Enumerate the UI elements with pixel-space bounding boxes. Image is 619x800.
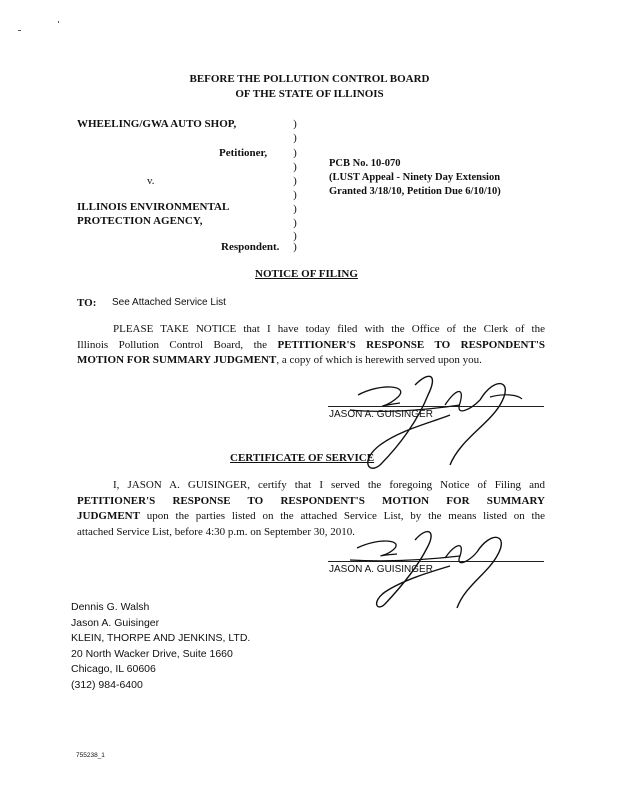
document-id: 755238_1 <box>76 752 105 759</box>
caption-paren: ) <box>293 189 297 201</box>
to-label: TO: <box>77 297 97 309</box>
scan-speck <box>58 21 59 23</box>
petitioner-name: WHEELING/GWA AUTO SHOP, <box>77 118 237 130</box>
respondent-name-line2: PROTECTION AGENCY, <box>77 215 203 227</box>
city-state-zip: Chicago, IL 60606 <box>71 663 156 675</box>
phone-number: (312) 984-6400 <box>71 678 143 691</box>
address-block <box>71 600 250 693</box>
caption-paren: ) <box>293 175 297 187</box>
caption-paren: ) <box>293 161 297 173</box>
attorney-name-2: Jason A. Guisinger <box>71 616 160 629</box>
certificate-line-1: I, JASON A. GUISINGER, certify that I served the foregoing Notice of Filing and <box>113 479 545 491</box>
street-address: 20 North Wacker Drive, Suite 1660 <box>71 647 233 660</box>
scan-speck <box>18 30 21 31</box>
respondent-name-line1: ILLINOIS ENVIRONMENTAL <box>77 201 230 213</box>
certificate-document-title-cont: JUDGMENT <box>77 510 140 522</box>
caption-paren: ) <box>293 230 297 242</box>
caption-paren: ) <box>293 147 297 159</box>
notice-line-3-text: , a copy of which is herewith served upon you. <box>276 354 482 366</box>
court-name-line2: OF THE STATE OF ILLINOIS <box>235 88 384 100</box>
case-number: PCB No. 10-070 <box>329 158 401 169</box>
certificate-line-3-text: upon the parties listed on the attached Service List, by the means listed on the <box>139 510 545 522</box>
case-type: (LUST Appeal - Ninety Day Extension <box>329 172 501 183</box>
notice-line-1: PLEASE TAKE NOTICE that I have today filed with the Office of the Clerk of the <box>113 323 545 335</box>
attorney-name-1: Dennis G. Walsh <box>71 601 150 613</box>
respondent-role: Respondent. <box>221 241 280 253</box>
case-dates: Granted 3/18/10, Petition Due 6/10/10) <box>329 186 501 197</box>
court-name-line1: BEFORE THE POLLUTION CONTROL BOARD <box>189 73 430 85</box>
caption-paren: ) <box>293 203 297 215</box>
notice-paragraph <box>77 322 545 369</box>
caption-paren: ) <box>293 241 297 253</box>
notice-line-2-text: Illinois Pollution Control Board, the <box>77 338 278 351</box>
petitioner-role: Petitioner, <box>219 147 268 159</box>
notice-heading: NOTICE OF FILING <box>255 268 358 280</box>
versus: v. <box>147 175 155 187</box>
certificate-line-4: attached Service List, before 4:30 p.m. on September 30, 2010. <box>77 525 355 538</box>
notice-line-2 <box>77 338 545 354</box>
notice-document-title: PETITIONER'S RESPONSE TO RESPONDENT'S <box>277 338 545 351</box>
caption-paren: ) <box>293 118 297 130</box>
caption-paren: ) <box>293 217 297 229</box>
signer-name: JASON A. GUISINGER <box>329 409 433 420</box>
certificate-document-title: PETITIONER'S RESPONSE TO RESPONDENT'S MOTION FOR SUMMARY <box>77 494 545 507</box>
handwritten-signature <box>345 522 525 612</box>
law-firm: KLEIN, THORPE AND JENKINS, LTD. <box>71 632 251 644</box>
to-value: See Attached Service List <box>112 297 226 308</box>
signer-name: JASON A. GUISINGER <box>329 564 433 575</box>
certificate-heading: CERTIFICATE OF SERVICE <box>230 452 375 464</box>
notice-document-title-cont: MOTION FOR SUMMARY JUDGMENT <box>77 354 277 366</box>
caption-paren: ) <box>293 132 297 144</box>
